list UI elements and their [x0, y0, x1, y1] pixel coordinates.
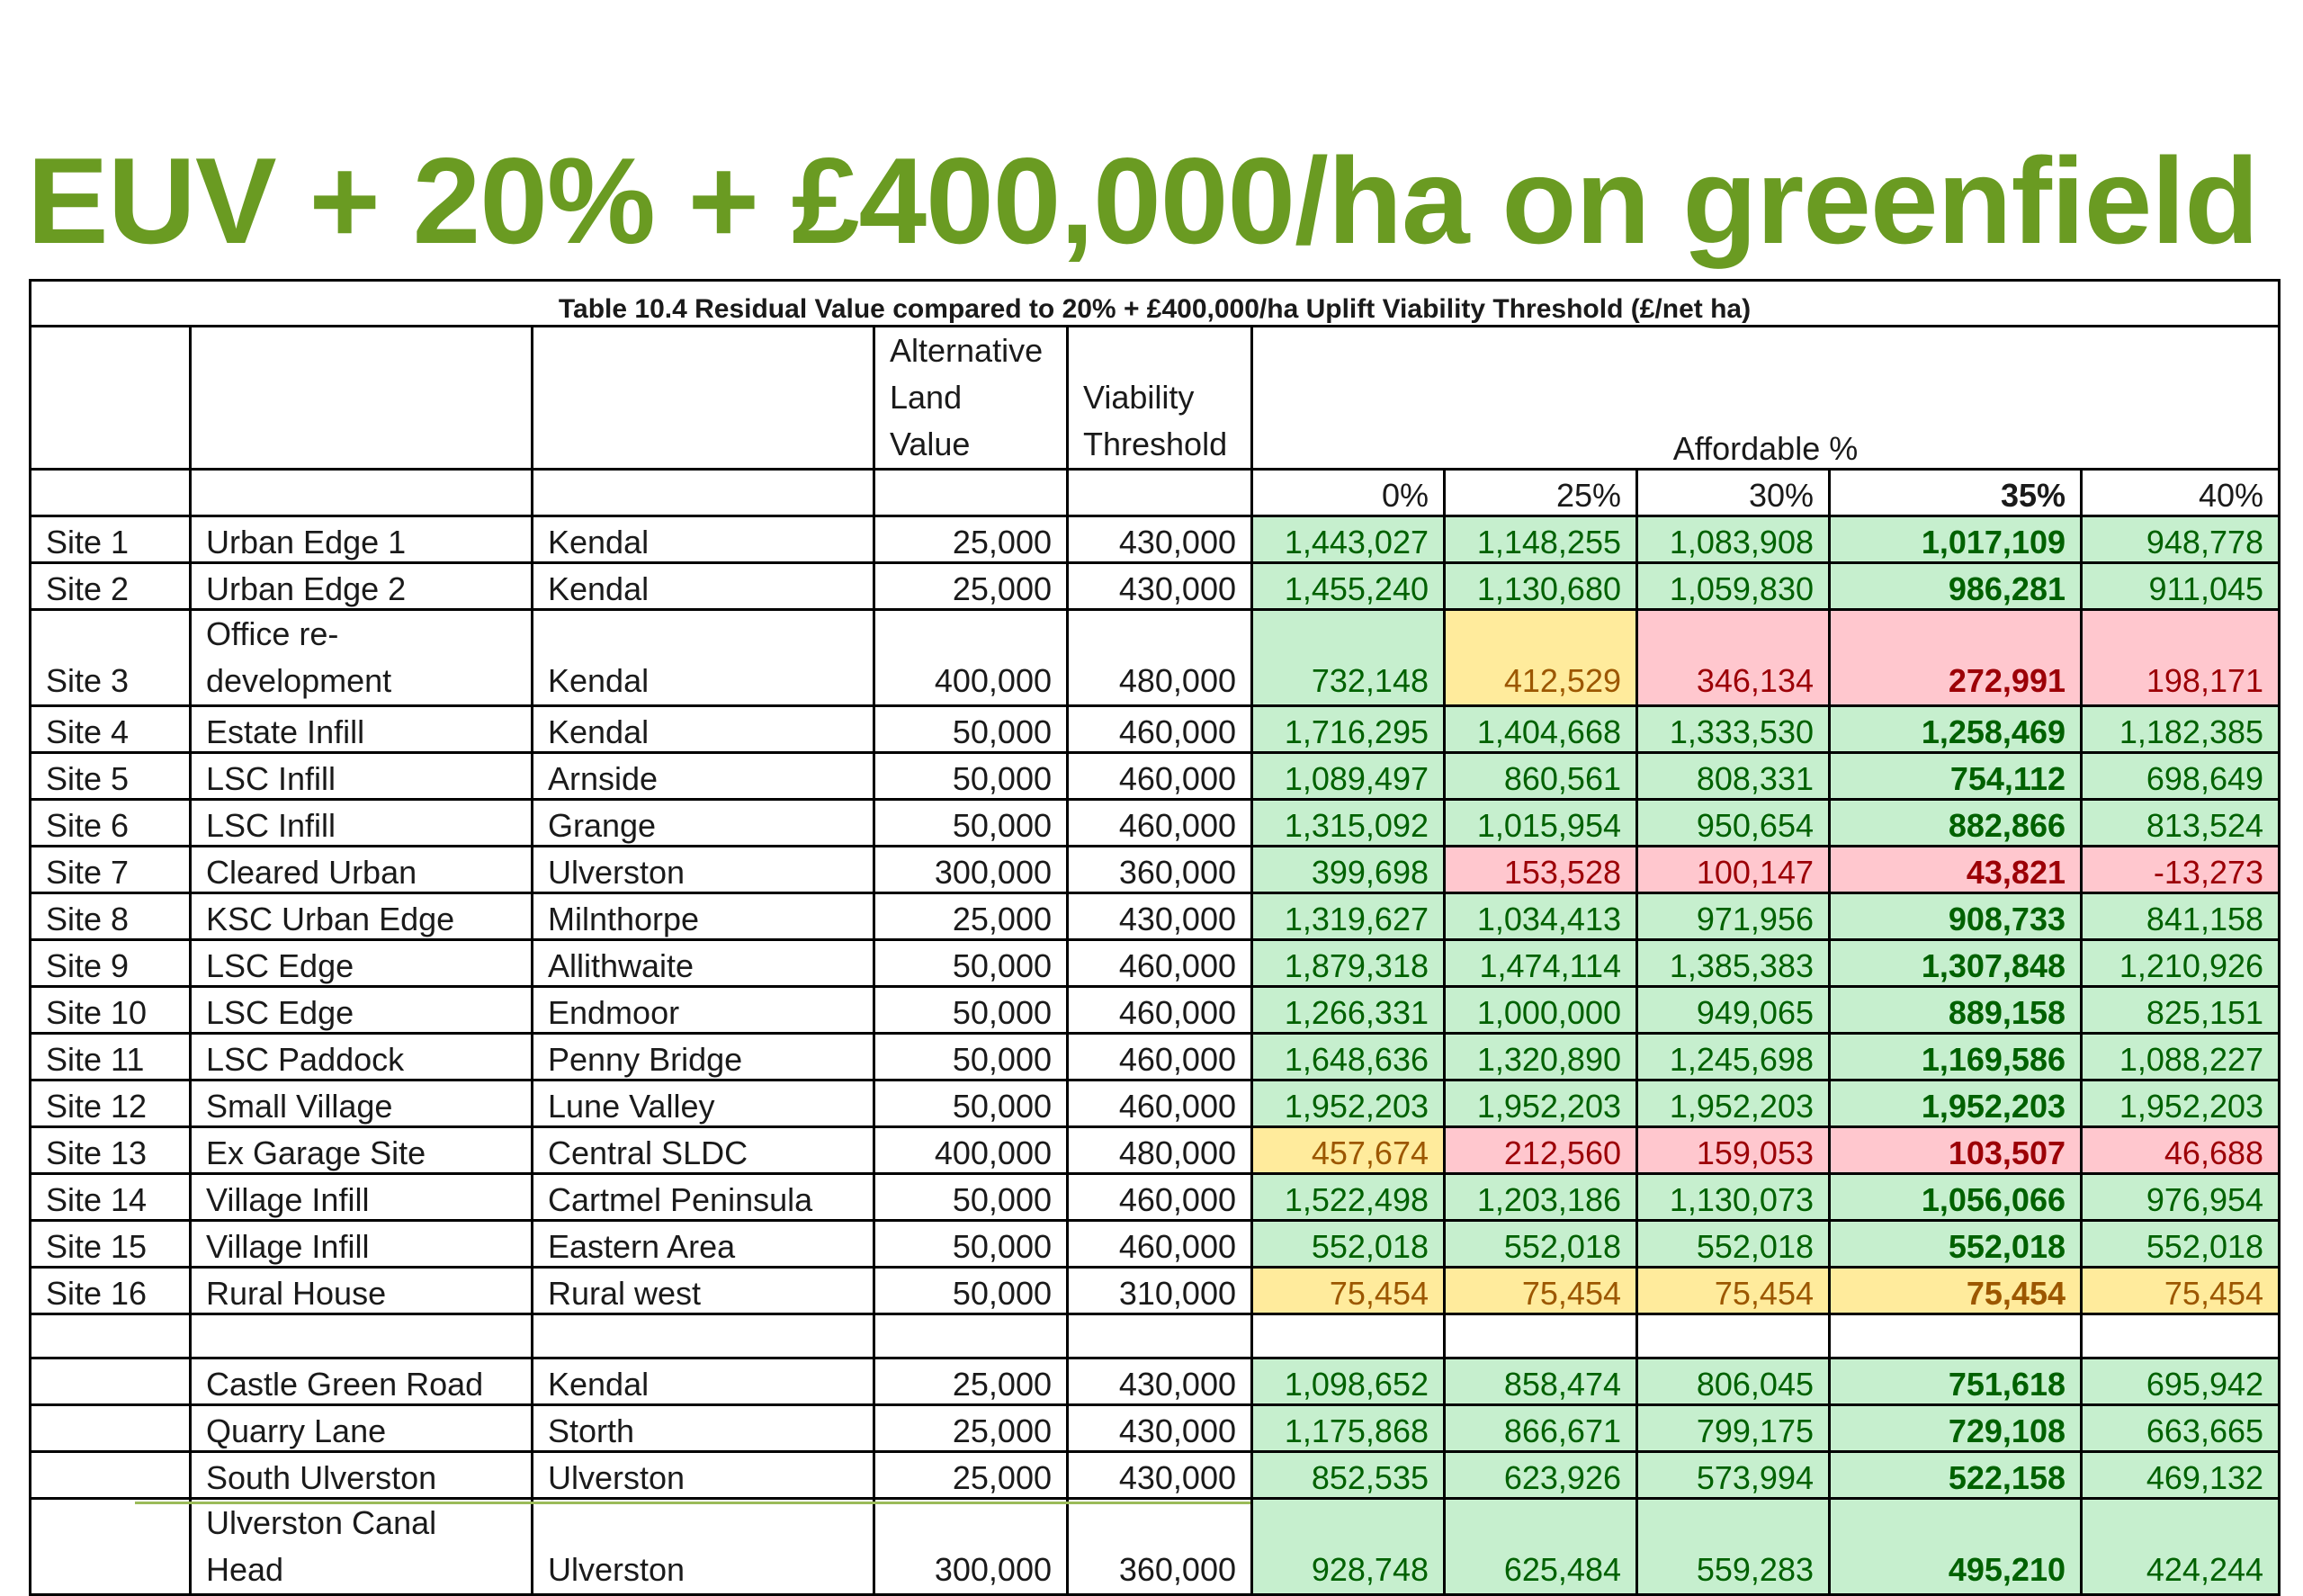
table-row: [31, 893, 2280, 940]
value-cell-40pct: 663,665: [2082, 1405, 2280, 1452]
site-name-cell: Ex Garage Site: [191, 1127, 533, 1174]
site-id-cell: Site 15: [31, 1221, 191, 1268]
viability-threshold-cell: 430,000: [1068, 1452, 1252, 1499]
alternative-land-value-cell: 50,000: [874, 1221, 1068, 1268]
site-name-cell: LSC Edge: [191, 987, 533, 1034]
value-cell-0pct: 399,698: [1252, 847, 1445, 893]
header-viability-threshold: [1068, 327, 1252, 470]
viability-threshold-cell: 430,000: [1068, 563, 1252, 610]
value-cell-30pct: 559,283: [1637, 1499, 1830, 1595]
alternative-land-value-cell: 25,000: [874, 1405, 1068, 1452]
value-cell-30pct: 950,654: [1637, 800, 1830, 847]
value-cell-35pct: 1,017,109: [1830, 516, 2082, 563]
viability-threshold-cell: 460,000: [1068, 800, 1252, 847]
value-cell-40pct: 813,524: [2082, 800, 2280, 847]
location-cell: Kendal: [533, 706, 874, 753]
site-name-cell: Estate Infill: [191, 706, 533, 753]
table-row: [31, 1127, 2280, 1174]
value-cell-25pct: 625,484: [1445, 1499, 1637, 1595]
value-cell-0pct: 1,443,027: [1252, 516, 1445, 563]
alternative-land-value-cell: 25,000: [874, 1452, 1068, 1499]
site-id-cell: Site 7: [31, 847, 191, 893]
value-cell-25pct: 1,203,186: [1445, 1174, 1637, 1221]
value-cell-30pct: 1,130,073: [1637, 1174, 1830, 1221]
site-name-cell: LSC Edge: [191, 940, 533, 987]
viability-threshold-cell: 460,000: [1068, 1080, 1252, 1127]
viability-threshold-cell: 430,000: [1068, 516, 1252, 563]
value-cell-30pct: 1,245,698: [1637, 1034, 1830, 1080]
value-cell-25pct: 412,529: [1445, 610, 1637, 706]
value-cell-25pct: 1,404,668: [1445, 706, 1637, 753]
value-cell-25pct: 1,474,114: [1445, 940, 1637, 987]
value-cell-0pct: 1,319,627: [1252, 893, 1445, 940]
value-cell-25pct: 1,320,890: [1445, 1034, 1637, 1080]
table-row: [31, 987, 2280, 1034]
table-row: [31, 1174, 2280, 1221]
location-cell: Ulverston: [533, 847, 874, 893]
value-cell-30pct: 159,053: [1637, 1127, 1830, 1174]
site-id-cell: Site 3: [31, 610, 191, 706]
site-id-cell: Site 13: [31, 1127, 191, 1174]
site-id-cell: [31, 1499, 191, 1595]
value-cell-30pct: 346,134: [1637, 610, 1830, 706]
value-cell-25pct: 1,148,255: [1445, 516, 1637, 563]
table-row: [31, 753, 2280, 800]
value-cell-30pct: 806,045: [1637, 1358, 1830, 1405]
location-cell: Storth: [533, 1405, 874, 1452]
site-name-cell: LSC Infill: [191, 800, 533, 847]
site-id-cell: Site 14: [31, 1174, 191, 1221]
alternative-land-value-cell: 25,000: [874, 516, 1068, 563]
location-cell: Kendal: [533, 610, 874, 706]
table-row: [31, 847, 2280, 893]
site-id-cell: Site 6: [31, 800, 191, 847]
value-cell-40pct: -13,273: [2082, 847, 2280, 893]
header-alv-line-3: Value: [890, 426, 971, 462]
value-cell-25pct: 1,034,413: [1445, 893, 1637, 940]
value-cell-25pct: 860,561: [1445, 753, 1637, 800]
site-id-cell: Site 2: [31, 563, 191, 610]
value-cell-25pct: 1,015,954: [1445, 800, 1637, 847]
viability-threshold-cell: 460,000: [1068, 1174, 1252, 1221]
value-cell-0pct: 1,879,318: [1252, 940, 1445, 987]
pct-header-0: 0%: [1252, 470, 1445, 516]
value-cell-0pct: 1,098,652: [1252, 1358, 1445, 1405]
site-name-line-1: Ulverston Canal: [206, 1504, 437, 1541]
blank-cell: [1252, 1314, 1445, 1358]
location-cell: Kendal: [533, 1358, 874, 1405]
alternative-land-value-cell: 300,000: [874, 847, 1068, 893]
pct-header-empty: [533, 470, 874, 516]
location-cell: Central SLDC: [533, 1127, 874, 1174]
value-cell-0pct: 1,716,295: [1252, 706, 1445, 753]
pct-header-35: 35%: [1830, 470, 2082, 516]
value-cell-30pct: 949,065: [1637, 987, 1830, 1034]
value-cell-0pct: 552,018: [1252, 1221, 1445, 1268]
value-cell-35pct: 495,210: [1830, 1499, 2082, 1595]
value-cell-35pct: 1,952,203: [1830, 1080, 2082, 1127]
value-cell-30pct: 799,175: [1637, 1405, 1830, 1452]
alternative-land-value-cell: 50,000: [874, 940, 1068, 987]
value-cell-35pct: 1,056,066: [1830, 1174, 2082, 1221]
table-caption: Table 10.4 Residual Value compared to 20% + £400,000/ha Uplift Viability Threshold (£/net ha): [31, 281, 2280, 327]
alternative-land-value-cell: 50,000: [874, 987, 1068, 1034]
value-cell-30pct: 1,333,530: [1637, 706, 1830, 753]
viability-threshold-cell: 430,000: [1068, 893, 1252, 940]
header-alternative-land-value: [874, 327, 1068, 470]
value-cell-35pct: 1,169,586: [1830, 1034, 2082, 1080]
value-cell-40pct: 825,151: [2082, 987, 2280, 1034]
value-cell-35pct: 882,866: [1830, 800, 2082, 847]
value-cell-30pct: 1,385,383: [1637, 940, 1830, 987]
blank-cell: [191, 1314, 533, 1358]
value-cell-0pct: 457,674: [1252, 1127, 1445, 1174]
value-cell-0pct: 1,455,240: [1252, 563, 1445, 610]
pct-header-empty: [1068, 470, 1252, 516]
location-cell: Allithwaite: [533, 940, 874, 987]
value-cell-25pct: 1,130,680: [1445, 563, 1637, 610]
alternative-land-value-cell: 50,000: [874, 706, 1068, 753]
value-cell-25pct: 1,000,000: [1445, 987, 1637, 1034]
header-vt-line-2: Threshold: [1083, 426, 1228, 462]
value-cell-0pct: 1,315,092: [1252, 800, 1445, 847]
table-row: [31, 1314, 2280, 1358]
table-row: [31, 800, 2280, 847]
value-cell-40pct: 1,952,203: [2082, 1080, 2280, 1127]
site-name-line-2: Head: [206, 1551, 284, 1588]
value-cell-40pct: 552,018: [2082, 1221, 2280, 1268]
value-cell-35pct: 729,108: [1830, 1405, 2082, 1452]
value-cell-0pct: 1,175,868: [1252, 1405, 1445, 1452]
pct-header-25: 25%: [1445, 470, 1637, 516]
table-row: [31, 1268, 2280, 1314]
location-cell: Ulverston: [533, 1452, 874, 1499]
page-title: EUV + 20% + £400,000/ha on greenfield: [27, 132, 2259, 269]
value-cell-0pct: 1,648,636: [1252, 1034, 1445, 1080]
site-name-cell: LSC Paddock: [191, 1034, 533, 1080]
viability-threshold-cell: 480,000: [1068, 610, 1252, 706]
location-cell: Ulverston: [533, 1499, 874, 1595]
blank-cell: [31, 1314, 191, 1358]
value-cell-25pct: 212,560: [1445, 1127, 1637, 1174]
value-cell-30pct: 573,994: [1637, 1452, 1830, 1499]
value-cell-35pct: 103,507: [1830, 1127, 2082, 1174]
site-id-cell: [31, 1452, 191, 1499]
site-name-cell: Castle Green Road: [191, 1358, 533, 1405]
value-cell-25pct: 75,454: [1445, 1268, 1637, 1314]
viability-threshold-cell: 430,000: [1068, 1405, 1252, 1452]
value-cell-35pct: 889,158: [1830, 987, 2082, 1034]
table-row: [31, 1499, 2280, 1595]
value-cell-25pct: 866,671: [1445, 1405, 1637, 1452]
value-cell-30pct: 1,952,203: [1637, 1080, 1830, 1127]
alternative-land-value-cell: 50,000: [874, 1174, 1068, 1221]
site-name-cell: Village Infill: [191, 1221, 533, 1268]
site-id-cell: [31, 1405, 191, 1452]
value-cell-40pct: 695,942: [2082, 1358, 2280, 1405]
viability-threshold-cell: 460,000: [1068, 940, 1252, 987]
header-vt-line-1: Viability: [1083, 379, 1195, 416]
location-cell: Eastern Area: [533, 1221, 874, 1268]
value-cell-0pct: 75,454: [1252, 1268, 1445, 1314]
table-row: [31, 516, 2280, 563]
location-cell: Kendal: [533, 563, 874, 610]
site-id-cell: Site 4: [31, 706, 191, 753]
location-cell: Arnside: [533, 753, 874, 800]
value-cell-35pct: 272,991: [1830, 610, 2082, 706]
value-cell-40pct: 424,244: [2082, 1499, 2280, 1595]
value-cell-30pct: 100,147: [1637, 847, 1830, 893]
viability-threshold-cell: 480,000: [1068, 1127, 1252, 1174]
value-cell-35pct: 43,821: [1830, 847, 2082, 893]
value-cell-30pct: 808,331: [1637, 753, 1830, 800]
value-cell-30pct: 971,956: [1637, 893, 1830, 940]
location-cell: Lune Valley: [533, 1080, 874, 1127]
site-name-cell: [191, 610, 533, 706]
viability-table: [29, 279, 2281, 1596]
site-id-cell: Site 16: [31, 1268, 191, 1314]
value-cell-40pct: 1,088,227: [2082, 1034, 2280, 1080]
table-row: [31, 1034, 2280, 1080]
table-row: [31, 1221, 2280, 1268]
value-cell-0pct: 852,535: [1252, 1452, 1445, 1499]
value-cell-30pct: 1,059,830: [1637, 563, 1830, 610]
value-cell-35pct: 751,618: [1830, 1358, 2082, 1405]
viability-threshold-cell: 460,000: [1068, 706, 1252, 753]
value-cell-40pct: 976,954: [2082, 1174, 2280, 1221]
site-name-line-1: Office re-: [206, 615, 339, 652]
site-id-cell: Site 8: [31, 893, 191, 940]
table-row: [31, 940, 2280, 987]
blank-cell: [1068, 1314, 1252, 1358]
value-cell-35pct: 1,258,469: [1830, 706, 2082, 753]
header-alv-line-2: Land: [890, 379, 963, 416]
site-name-cell: Rural House: [191, 1268, 533, 1314]
header-alv-line-1: Alternative: [890, 332, 1044, 369]
location-cell: Milnthorpe: [533, 893, 874, 940]
blank-cell: [1445, 1314, 1637, 1358]
site-name-cell: Small Village: [191, 1080, 533, 1127]
value-cell-40pct: 1,182,385: [2082, 706, 2280, 753]
site-id-cell: Site 12: [31, 1080, 191, 1127]
value-cell-40pct: 911,045: [2082, 563, 2280, 610]
site-id-cell: Site 11: [31, 1034, 191, 1080]
table-row: [31, 1358, 2280, 1405]
value-cell-0pct: 1,089,497: [1252, 753, 1445, 800]
location-cell: Grange: [533, 800, 874, 847]
value-cell-40pct: 1,210,926: [2082, 940, 2280, 987]
value-cell-35pct: 908,733: [1830, 893, 2082, 940]
viability-threshold-cell: 460,000: [1068, 987, 1252, 1034]
site-name-cell: South Ulverston: [191, 1452, 533, 1499]
value-cell-30pct: 552,018: [1637, 1221, 1830, 1268]
table-row: [31, 610, 2280, 706]
value-cell-35pct: 75,454: [1830, 1268, 2082, 1314]
table-row: [31, 1452, 2280, 1499]
highlight-underline: [135, 1502, 1250, 1504]
value-cell-30pct: 75,454: [1637, 1268, 1830, 1314]
location-cell: Cartmel Peninsula: [533, 1174, 874, 1221]
value-cell-0pct: 1,952,203: [1252, 1080, 1445, 1127]
pct-header-40: 40%: [2082, 470, 2280, 516]
site-id-cell: Site 5: [31, 753, 191, 800]
value-cell-25pct: 623,926: [1445, 1452, 1637, 1499]
value-cell-40pct: 198,171: [2082, 610, 2280, 706]
blank-cell: [533, 1314, 874, 1358]
table-row: [31, 706, 2280, 753]
viability-threshold-cell: 460,000: [1068, 1034, 1252, 1080]
site-name-cell: KSC Urban Edge: [191, 893, 533, 940]
value-cell-0pct: 1,266,331: [1252, 987, 1445, 1034]
table-row: [31, 1080, 2280, 1127]
viability-threshold-cell: 430,000: [1068, 1358, 1252, 1405]
value-cell-35pct: 754,112: [1830, 753, 2082, 800]
site-id-cell: Site 10: [31, 987, 191, 1034]
alternative-land-value-cell: 50,000: [874, 1080, 1068, 1127]
value-cell-35pct: 986,281: [1830, 563, 2082, 610]
site-name-cell: [191, 1499, 533, 1595]
value-cell-40pct: 948,778: [2082, 516, 2280, 563]
value-cell-30pct: 1,083,908: [1637, 516, 1830, 563]
location-cell: Rural west: [533, 1268, 874, 1314]
alternative-land-value-cell: 50,000: [874, 800, 1068, 847]
alternative-land-value-cell: 50,000: [874, 1268, 1068, 1314]
value-cell-40pct: 841,158: [2082, 893, 2280, 940]
location-cell: Penny Bridge: [533, 1034, 874, 1080]
viability-threshold-cell: 460,000: [1068, 753, 1252, 800]
site-name-cell: Urban Edge 1: [191, 516, 533, 563]
pct-header-empty: [874, 470, 1068, 516]
header-cell-location: [533, 327, 874, 470]
value-cell-40pct: 75,454: [2082, 1268, 2280, 1314]
value-cell-35pct: 552,018: [1830, 1221, 2082, 1268]
site-name-cell: Urban Edge 2: [191, 563, 533, 610]
value-cell-0pct: 1,522,498: [1252, 1174, 1445, 1221]
value-cell-25pct: 858,474: [1445, 1358, 1637, 1405]
site-name-cell: Quarry Lane: [191, 1405, 533, 1452]
value-cell-35pct: 1,307,848: [1830, 940, 2082, 987]
location-cell: Kendal: [533, 516, 874, 563]
alternative-land-value-cell: 300,000: [874, 1499, 1068, 1595]
viability-threshold-cell: 310,000: [1068, 1268, 1252, 1314]
site-id-cell: Site 9: [31, 940, 191, 987]
site-id-cell: [31, 1358, 191, 1405]
location-cell: Endmoor: [533, 987, 874, 1034]
value-cell-40pct: 469,132: [2082, 1452, 2280, 1499]
site-name-cell: LSC Infill: [191, 753, 533, 800]
value-cell-25pct: 1,952,203: [1445, 1080, 1637, 1127]
table-row: [31, 563, 2280, 610]
table-row: [31, 1405, 2280, 1452]
alternative-land-value-cell: 25,000: [874, 1358, 1068, 1405]
blank-cell: [2082, 1314, 2280, 1358]
alternative-land-value-cell: 25,000: [874, 893, 1068, 940]
site-name-cell: Cleared Urban: [191, 847, 533, 893]
site-name-line-2: development: [206, 662, 392, 699]
pct-header-empty: [31, 470, 191, 516]
alternative-land-value-cell: 25,000: [874, 563, 1068, 610]
header-cell-name: [191, 327, 533, 470]
pct-header-empty: [191, 470, 533, 516]
header-cell-site: [31, 327, 191, 470]
value-cell-25pct: 552,018: [1445, 1221, 1637, 1268]
viability-threshold-cell: 360,000: [1068, 847, 1252, 893]
alternative-land-value-cell: 50,000: [874, 753, 1068, 800]
viability-threshold-cell: 460,000: [1068, 1221, 1252, 1268]
value-cell-35pct: 522,158: [1830, 1452, 2082, 1499]
value-cell-0pct: 732,148: [1252, 610, 1445, 706]
alternative-land-value-cell: 400,000: [874, 610, 1068, 706]
alternative-land-value-cell: 400,000: [874, 1127, 1068, 1174]
header-affordable: Affordable %: [1252, 327, 2280, 470]
site-name-cell: Village Infill: [191, 1174, 533, 1221]
blank-cell: [1830, 1314, 2082, 1358]
viability-threshold-cell: 360,000: [1068, 1499, 1252, 1595]
blank-cell: [1637, 1314, 1830, 1358]
value-cell-0pct: 928,748: [1252, 1499, 1445, 1595]
alternative-land-value-cell: 50,000: [874, 1034, 1068, 1080]
value-cell-40pct: 46,688: [2082, 1127, 2280, 1174]
pct-header-30: 30%: [1637, 470, 1830, 516]
blank-cell: [874, 1314, 1068, 1358]
value-cell-25pct: 153,528: [1445, 847, 1637, 893]
site-id-cell: Site 1: [31, 516, 191, 563]
value-cell-40pct: 698,649: [2082, 753, 2280, 800]
